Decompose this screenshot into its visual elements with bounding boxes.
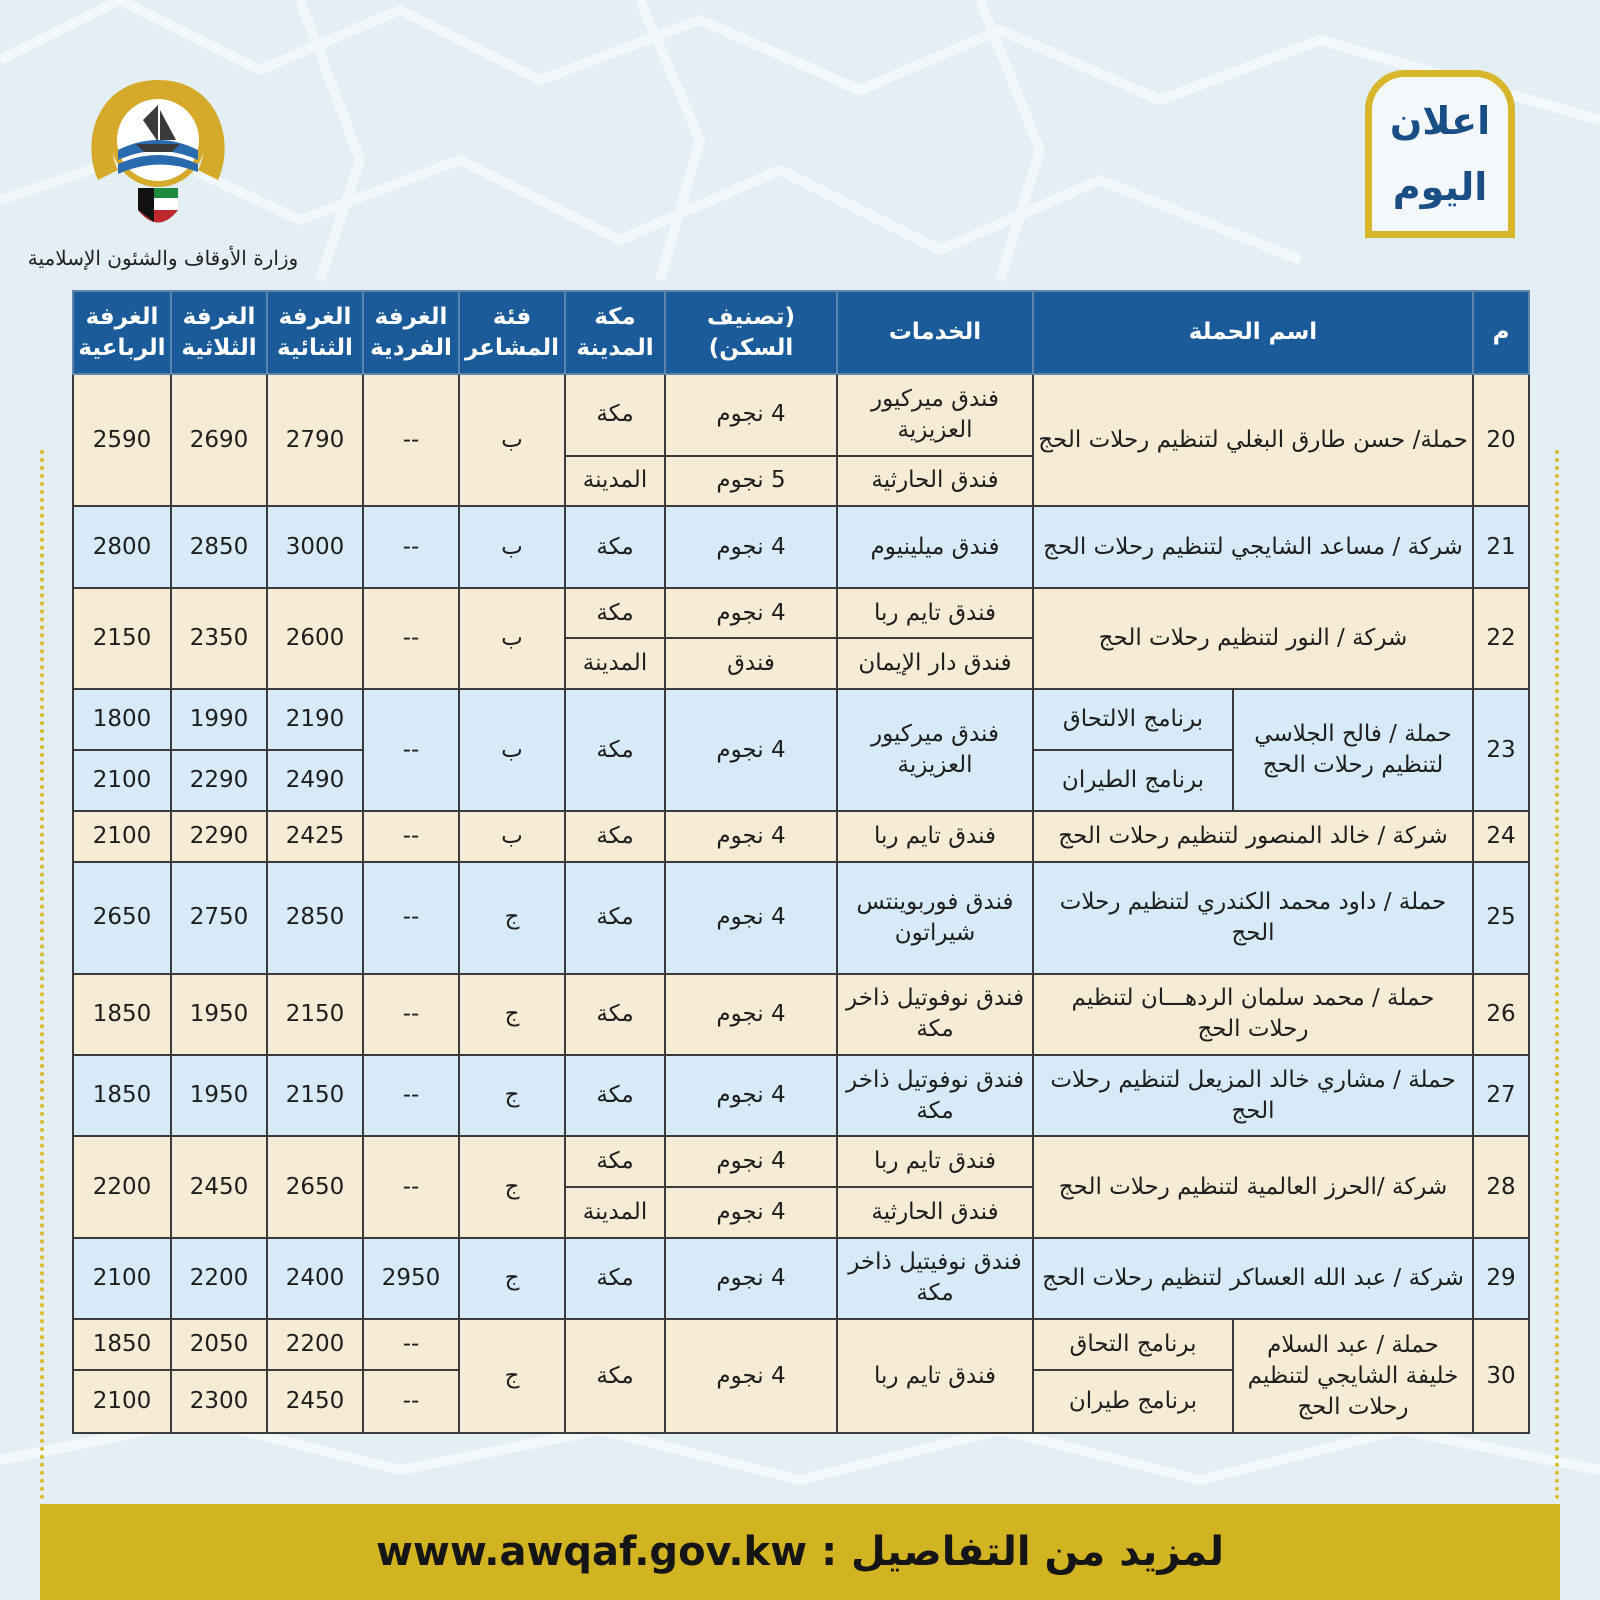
rating: 4 نجوم (665, 506, 837, 587)
price-quad: 1850 (73, 1319, 171, 1370)
category: ج (459, 1238, 565, 1319)
price-double: 2850 (267, 862, 363, 974)
table-header-row (73, 291, 1529, 374)
hotel: فندق ميركيور العزيزية (837, 374, 1033, 455)
price-quad: 2100 (73, 811, 171, 862)
hotel: فندق تايم ربا (837, 588, 1033, 639)
price-quad: 2100 (73, 1238, 171, 1319)
price-single: -- (363, 506, 459, 587)
table-row (73, 506, 1529, 587)
footer-url[interactable]: www.awqaf.gov.kw (375, 1529, 808, 1575)
row-number: 21 (1473, 506, 1529, 587)
rating: 4 نجوم (665, 588, 837, 639)
price-single: -- (363, 588, 459, 690)
table-row (73, 1055, 1529, 1136)
price-quad: 2590 (73, 374, 171, 506)
price-quad: 2100 (73, 750, 171, 811)
hotel: فندق الحارثية (837, 456, 1033, 507)
today-announcement-badge (1365, 70, 1515, 238)
price-double: 2600 (267, 588, 363, 690)
city: المدينة (565, 456, 665, 507)
row-number: 29 (1473, 1238, 1529, 1319)
price-triple: 2690 (171, 374, 267, 506)
city: المدينة (565, 638, 665, 689)
ministry-calligraphy: وزارة الأوقاف والشئون الإسلامية (27, 246, 299, 270)
left-dotted-border (40, 450, 44, 1500)
city: مكة (565, 588, 665, 639)
rating: 4 نجوم (665, 974, 837, 1055)
hotel: فندق ميلينيوم (837, 506, 1033, 587)
table-row (73, 374, 1529, 455)
rating: فندق (665, 638, 837, 689)
city: المدينة (565, 1187, 665, 1238)
price-single: -- (363, 811, 459, 862)
campaign-name: شركة / مساعد الشايجي لتنظيم رحلات الحج (1033, 506, 1473, 587)
rating: 4 نجوم (665, 689, 837, 811)
price-triple: 2290 (171, 811, 267, 862)
right-dotted-border (1555, 450, 1559, 1500)
header-services: الخدمات (837, 291, 1033, 374)
row-number: 20 (1473, 374, 1529, 506)
price-single: -- (363, 1055, 459, 1136)
price-double: 3000 (267, 506, 363, 587)
category: ب (459, 374, 565, 506)
city: مكة (565, 1055, 665, 1136)
table-row (73, 811, 1529, 862)
rating: 5 نجوم (665, 456, 837, 507)
program: برنامج طيران (1033, 1370, 1233, 1433)
price-single: -- (363, 374, 459, 506)
table-row (73, 689, 1529, 750)
hotel: فندق ميركيور العزيزية (837, 689, 1033, 811)
header-triple: الغرفة الثلاثية (171, 291, 267, 374)
category: ب (459, 588, 565, 690)
price-quad: 2200 (73, 1136, 171, 1238)
category: ج (459, 862, 565, 974)
campaign-name: شركة / النور لتنظيم رحلات الحج (1033, 588, 1473, 690)
hotel: فندق تايم ربا (837, 1136, 1033, 1187)
row-number: 27 (1473, 1055, 1529, 1136)
category: ج (459, 1319, 565, 1433)
table-row (73, 862, 1529, 974)
price-double: 2450 (267, 1370, 363, 1433)
row-number: 30 (1473, 1319, 1529, 1433)
header-quad: الغرفة الرباعية (73, 291, 171, 374)
category: ب (459, 811, 565, 862)
campaign-name: حملة/ حسن طارق البغلي لتنظيم رحلات الحج (1033, 374, 1473, 506)
hotel: فندق دار الإيمان (837, 638, 1033, 689)
hotel: فندق نوفوتيل ذاخر مكة (837, 1055, 1033, 1136)
price-triple: 2290 (171, 750, 267, 811)
table-row (73, 588, 1529, 639)
price-triple: 1950 (171, 974, 267, 1055)
row-number: 23 (1473, 689, 1529, 811)
category: ب (459, 689, 565, 811)
price-double: 2400 (267, 1238, 363, 1319)
ministry-logo (27, 60, 299, 280)
price-triple: 1990 (171, 689, 267, 750)
city: مكة (565, 974, 665, 1055)
price-double: 2790 (267, 374, 363, 506)
price-single: -- (363, 689, 459, 811)
campaign-name: شركة / عبد الله العساكر لتنظيم رحلات الحج (1033, 1238, 1473, 1319)
table-row (73, 1238, 1529, 1319)
program: برنامج الطيران (1033, 750, 1233, 811)
badge-line1: اعلان (1389, 99, 1491, 143)
city: مكة (565, 1319, 665, 1433)
category: ج (459, 1136, 565, 1238)
rating: 4 نجوم (665, 374, 837, 455)
price-triple: 2850 (171, 506, 267, 587)
table-row (73, 1136, 1529, 1187)
rating: 4 نجوم (665, 1238, 837, 1319)
price-triple: 2200 (171, 1238, 267, 1319)
row-number: 28 (1473, 1136, 1529, 1238)
header-city: مكة المدينة (565, 291, 665, 374)
price-triple: 2450 (171, 1136, 267, 1238)
hotel: فندق تايم ربا (837, 811, 1033, 862)
city: مكة (565, 689, 665, 811)
rating: 4 نجوم (665, 1055, 837, 1136)
price-double: 2650 (267, 1136, 363, 1238)
price-double: 2150 (267, 1055, 363, 1136)
header-category: فئة المشاعر (459, 291, 565, 374)
city: مكة (565, 506, 665, 587)
rating: 4 نجوم (665, 811, 837, 862)
price-quad: 1850 (73, 974, 171, 1055)
header-campaign: اسم الحملة (1033, 291, 1473, 374)
hotel: فندق الحارثية (837, 1187, 1033, 1238)
price-triple: 1950 (171, 1055, 267, 1136)
city: مكة (565, 862, 665, 974)
header-single: الغرفة الفردية (363, 291, 459, 374)
price-quad: 2800 (73, 506, 171, 587)
price-double: 2200 (267, 1319, 363, 1370)
header-rating: (تصنيف السكن) (665, 291, 837, 374)
hotel: فندق تايم ربا (837, 1319, 1033, 1433)
price-single: -- (363, 1370, 459, 1433)
category: ج (459, 974, 565, 1055)
program: برنامج الالتحاق (1033, 689, 1233, 750)
price-triple: 2350 (171, 588, 267, 690)
price-quad: 2650 (73, 862, 171, 974)
price-double: 2425 (267, 811, 363, 862)
rating: 4 نجوم (665, 862, 837, 974)
campaign-name: حملة / محمد سلمان الردهـــان لتنظيم رحلات الحج (1033, 974, 1473, 1055)
price-single: 2950 (363, 1238, 459, 1319)
price-double: 2490 (267, 750, 363, 811)
campaign-name: حملة / مشاري خالد المزيعل لتنظيم رحلات الحج (1033, 1055, 1473, 1136)
price-quad: 1800 (73, 689, 171, 750)
table-row (73, 1319, 1529, 1370)
hajj-campaigns-table (72, 290, 1530, 1434)
badge-line2: اليوم (1392, 165, 1488, 209)
rating: 4 نجوم (665, 1136, 837, 1187)
city: مكة (565, 1238, 665, 1319)
program: برنامج التحاق (1033, 1319, 1233, 1370)
table-row (73, 974, 1529, 1055)
header-m: م (1473, 291, 1529, 374)
city: مكة (565, 811, 665, 862)
campaign-name: حملة / فالح الجلاسي لتنظيم رحلات الحج (1233, 689, 1473, 811)
price-single: -- (363, 862, 459, 974)
row-number: 25 (1473, 862, 1529, 974)
footer-bar (40, 1504, 1560, 1600)
row-number: 22 (1473, 588, 1529, 690)
campaign-name: حملة / داود محمد الكندري لتنظيم رحلات الحج (1033, 862, 1473, 974)
price-triple: 2050 (171, 1319, 267, 1370)
category: ج (459, 1055, 565, 1136)
header-double: الغرفة الثنائية (267, 291, 363, 374)
price-double: 2190 (267, 689, 363, 750)
price-single: -- (363, 1319, 459, 1370)
rating: 4 نجوم (665, 1187, 837, 1238)
category: ب (459, 506, 565, 587)
price-single: -- (363, 1136, 459, 1238)
price-quad: 2150 (73, 588, 171, 690)
campaign-name: شركة / خالد المنصور لتنظيم رحلات الحج (1033, 811, 1473, 862)
row-number: 24 (1473, 811, 1529, 862)
city: مكة (565, 1136, 665, 1187)
hotel: فندق نوفوتيل ذاخر مكة (837, 974, 1033, 1055)
price-quad: 2100 (73, 1370, 171, 1433)
price-single: -- (363, 974, 459, 1055)
price-double: 2150 (267, 974, 363, 1055)
rating: 4 نجوم (665, 1319, 837, 1433)
hotel: فندق نوفيتيل ذاخر مكة (837, 1238, 1033, 1319)
footer-label: لمزيد من التفاصيل : (821, 1529, 1225, 1575)
hotel: فندق فوربوينتس شيراتون (837, 862, 1033, 974)
price-triple: 2300 (171, 1370, 267, 1433)
row-number: 26 (1473, 974, 1529, 1055)
price-quad: 1850 (73, 1055, 171, 1136)
campaign-name: حملة / عبد السلام خليفة الشايجي لتنظيم رحلات الحج (1233, 1319, 1473, 1433)
price-triple: 2750 (171, 862, 267, 974)
city: مكة (565, 374, 665, 455)
campaign-name: شركة /الحرز العالمية لتنظيم رحلات الحج (1033, 1136, 1473, 1238)
